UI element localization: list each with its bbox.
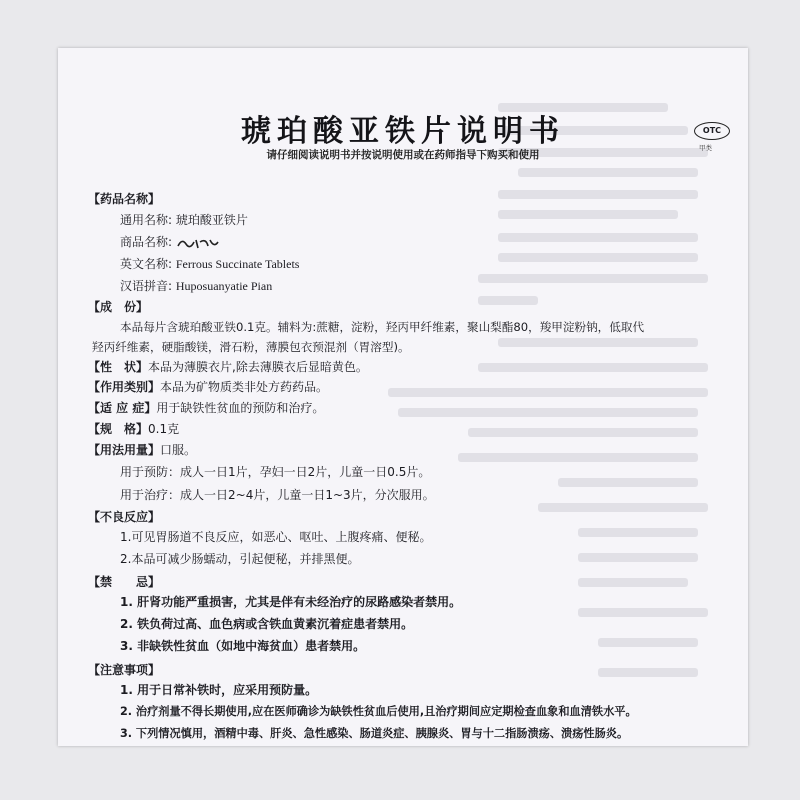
section-heading-drug-name: 【药品名称】 — [88, 191, 161, 206]
instruction-sheet — [58, 48, 748, 746]
indication-text: 用于缺铁性贫血的预防和治疗。 — [156, 401, 325, 415]
properties-text: 本品为薄膜衣片,除去薄膜衣后显暗黄色。 — [148, 360, 368, 374]
document-title: 琥珀酸亚铁片说明书 — [241, 114, 565, 149]
spec-text: 0.1克 — [148, 422, 180, 436]
notes-item-2: 2. 治疗剂量不得长期使用,应在医师确诊为缺铁性贫血后使用,且治疗期间应定期检查血象和血清铁水平。 — [120, 705, 637, 718]
notes-item-1: 1. 用于日常补铁时，应采用预防量。 — [120, 683, 318, 697]
section-heading-properties: 【性 状】 — [88, 360, 149, 374]
english-name-row — [120, 255, 299, 273]
pinyin-name-value: Huposuanyatie Pian — [175, 279, 273, 293]
section-heading-ingredients: 【成 份】 — [88, 299, 149, 314]
contra-item-1: 1. 肝肾功能严重损害，尤其是伴有未经治疗的尿路感染者禁用。 — [120, 595, 462, 609]
brand-name-row — [120, 233, 220, 251]
generic-name-label: 通用名称: — [120, 213, 173, 227]
english-name-value: Ferrous Succinate Tablets — [175, 257, 300, 271]
dosage-text: 口服。 — [160, 443, 197, 457]
generic-name-row — [120, 211, 248, 229]
brand-signature-logo — [176, 236, 220, 250]
adverse-item-1: 1.可见胃肠道不良反应，如恶心、呕吐、上腹疼痛、便秘。 — [120, 530, 432, 544]
contra-item-2: 2. 铁负荷过高、血色病或含铁血黄素沉着症患者禁用。 — [120, 617, 414, 631]
english-name-label: 英文名称: — [120, 257, 173, 271]
section-heading-category: 【作用类别】 — [88, 380, 161, 394]
otc-badge: OTC — [694, 122, 730, 140]
spec-row — [88, 420, 179, 438]
dosage-treat: 用于治疗：成人一日2~4片，儿童一日1~3片，分次服用。 — [120, 488, 435, 502]
adverse-item-2: 2.本品可减少肠蠕动，引起便秘，并排黑便。 — [120, 552, 360, 566]
section-heading-adverse: 【不良反应】 — [88, 509, 161, 524]
pinyin-name-row — [120, 277, 272, 295]
dosage-prevent: 用于预防：成人一日1片，孕妇一日2片，儿童一日0.5片。 — [120, 465, 431, 479]
otc-class-label: 甲类 — [699, 144, 712, 152]
indication-row — [88, 399, 324, 417]
category-text: 本品为矿物质类非处方药药品。 — [160, 380, 329, 394]
notes-item-3: 3. 下列情况慎用，酒精中毒、肝炎、急性感染、肠道炎症、胰腺炎、胃与十二指肠溃疡、溃疡性肠炎。 — [120, 727, 629, 740]
category-row — [88, 378, 328, 396]
section-heading-contraindications: 【禁 忌】 — [88, 574, 161, 589]
properties-row — [88, 358, 368, 376]
section-heading-spec: 【规 格】 — [88, 422, 149, 436]
dosage-row — [88, 441, 196, 459]
contra-item-3: 3. 非缺铁性贫血（如地中海贫血）患者禁用。 — [120, 639, 366, 653]
document-subtitle: 请仔细阅读说明书并按说明使用或在药师指导下购买和使用 — [266, 149, 540, 161]
pinyin-name-label: 汉语拼音: — [120, 279, 173, 293]
generic-name-value: 琥珀酸亚铁片 — [175, 213, 248, 227]
section-heading-dosage: 【用法用量】 — [88, 443, 161, 457]
brand-name-label: 商品名称: — [120, 235, 173, 249]
section-heading-notes: 【注意事项】 — [88, 662, 161, 677]
ingredients-text-line2: 羟丙纤维素，硬脂酸镁，滑石粉，薄膜包衣预混剂（胃溶型)。 — [92, 340, 410, 354]
ingredients-text-line1: 本品每片含琥珀酸亚铁0.1克。辅料为:蔗糖，淀粉，羟丙甲纤维素，聚山梨酯80，羧甲淀粉钠，低取代 — [120, 320, 645, 334]
section-heading-indication: 【适 应 症】 — [88, 401, 157, 415]
document-body — [58, 48, 748, 746]
